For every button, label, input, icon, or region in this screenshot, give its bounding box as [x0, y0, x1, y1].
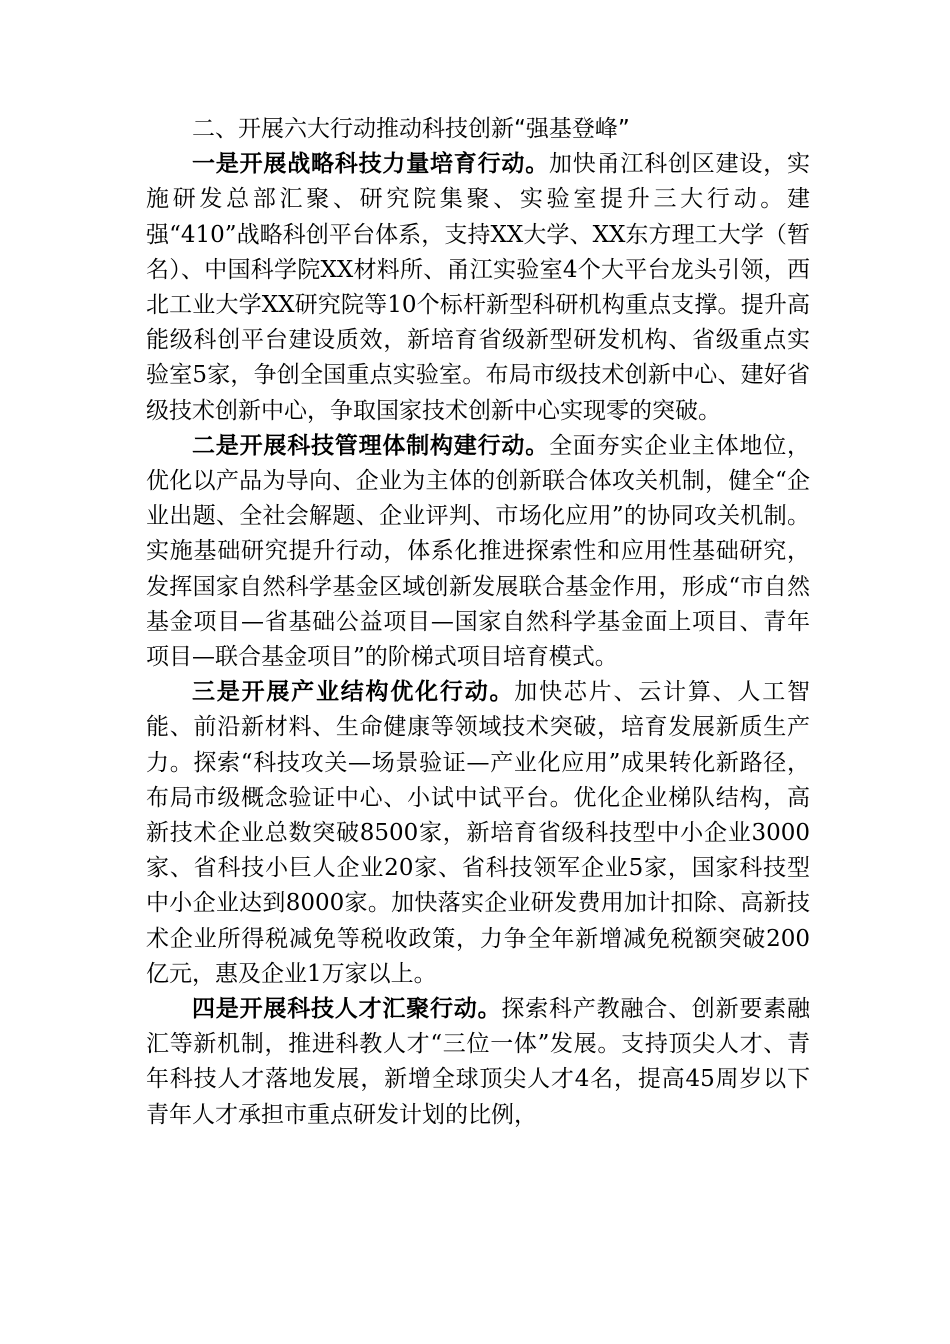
paragraph-industry-structure — [146, 675, 810, 992]
paragraph-strategic-tech — [146, 147, 810, 429]
paragraph-lead: 三是开展产业结构优化行动。 — [192, 679, 515, 706]
paragraph-lead: 四是开展科技人才汇聚行动。 — [192, 996, 502, 1023]
paragraph-lead: 一是开展战略科技力量培育行动。 — [192, 151, 549, 178]
paragraph-body: 探索科产教融合、创新要素融汇等新机制，推进科教人才“三位一体”发展。支持顶尖人才、青年科技人才落地发展，新增全球顶尖人才4名，提高45周岁以下青年人才承担市重点研发计划的比例， — [146, 996, 811, 1128]
paragraph-body: 加快芯片、云计算、人工智能、前沿新材料、生命健康等领域技术突破，培育发展新质生产力。探索“科技攻关—场景验证—产业化应用”成果转化新路径，布局市级概念验证中心、小试中试平台。优化企业梯队结构，高新技术企业总数突破8500家，新培育省级科技型中小企业3000家、省科技小巨人企业20家、省科技领军企业5家，国家科技型中小企业达到8000家。加快落实企业研发费用加计扣除、高新技术企业所得税减免等税收政策，力争全年新增减免税额突破200亿元，惠及企业1万家以上。 — [146, 679, 811, 987]
paragraph-lead: 二是开展科技管理体制构建行动。 — [192, 432, 549, 459]
document-body — [146, 112, 810, 1133]
paragraph-talent — [146, 992, 810, 1133]
paragraph-body: 全面夯实企业主体地位，优化以产品为导向、企业为主体的创新联合体攻关机制，健全“企业出题、全社会解题、企业评判、市场化应用”的协同攻关机制。实施基础研究提升行动，体系化推进探索性和应用性基础研究，发挥国家自然科学基金区域创新发展联合基金作用，形成“市自然基金项目—省基础公益项目—国家自然科学基金面上项目、青年项目—联合基金项目”的阶梯式项目培育模式。 — [146, 432, 811, 671]
section-heading: 二、开展六大行动推动科技创新“强基登峰” — [192, 116, 630, 142]
paragraph-tech-management — [146, 429, 810, 675]
paragraph-body: 加快甬江科创区建设，实施研发总部汇聚、研究院集聚、实验室提升三大行动。建强“410”战略科创平台体系，支持XX大学、XX东方理工大学（暂名）、中国科学院XX材料所、甬江实验室4个大平台龙头引领，西北工业大学XX研究院等10个标杆新型科研机构重点支撑。提升高能级科创平台建设质效，新培育省级新型研发机构、省级重点实验室5家，争创全国重点实验室。布局市级技术创新中心、建好省级技术创新中心，争取国家技术创新中心实现零的突破。 — [146, 151, 811, 424]
